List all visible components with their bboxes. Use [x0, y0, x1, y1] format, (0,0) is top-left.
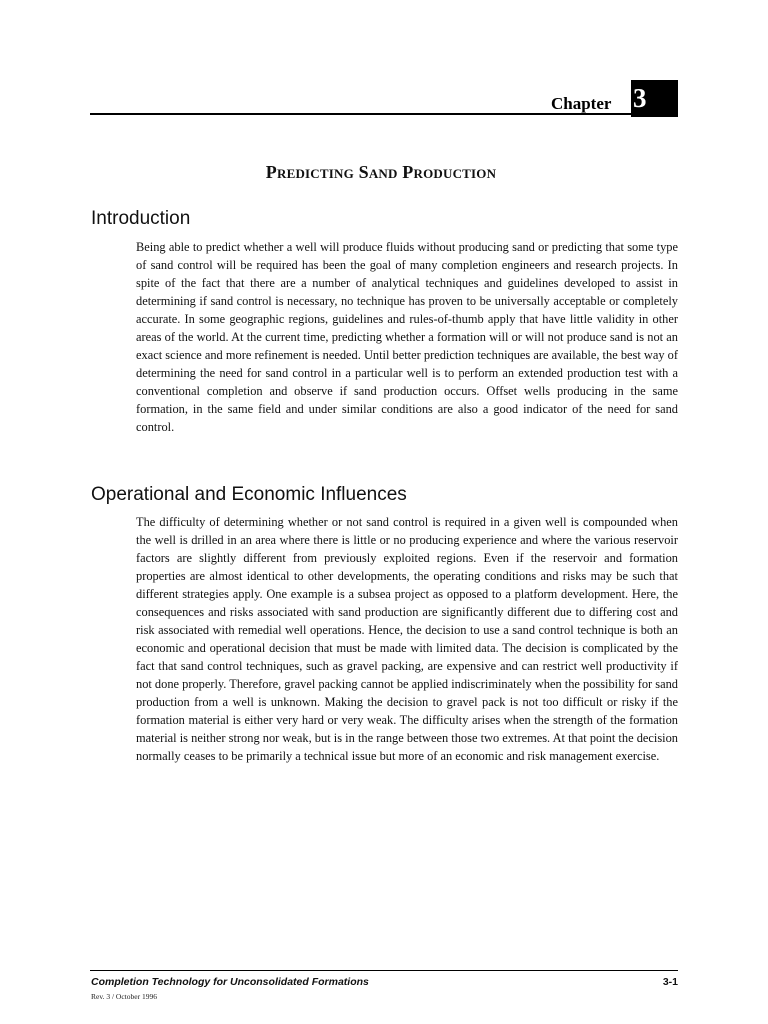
footer-book-title: Completion Technology for Unconsolidated Formations: [91, 976, 369, 988]
page-title: Predicting Sand Production: [265, 162, 497, 183]
footer-divider: [90, 970, 678, 971]
introduction-paragraph: Being able to predict whether a well will produce fluids without producing sand or predicting that some type of sand control will be required has been the goal of many completion engineers and research projects. In spite of the fact that there are a number of analytical techniques and guidelines developed to assist in determining if sand control is necessary, no technique has proven to be universally acceptable or completely accurate. In some geographic regions, guidelines and rules-of-thumb apply that have little validity in other areas of the world. At the current time, predicting whether a formation will or will not produce sand is not an exact science and more refinement is needed. Until better prediction techniques are available, the best way of determining the need for sand control in a particular well is to perform an extended production test with a conventional completion and observe if sand production occurs. Offset wells producing in the same formation, in the same field and under similar conditions are also a good indicator of the need for sand control.: [136, 240, 678, 434]
header-divider: [90, 113, 635, 115]
chapter-number: 3: [631, 80, 678, 117]
footer-page-number: 3-1: [662, 976, 678, 988]
section-heading-operational-economic: Operational and Economic Influences: [91, 484, 407, 505]
operational-economic-paragraph: The difficulty of determining whether or not sand control is required in a given well is compounded when the well is drilled in an area where there is little or no producing experience and where the various reservoir factors are slightly different from previously exploited regions. Even if the reservoir and formation properties are almost identical to other developments, the operating conditions and risks may be such that different strategies apply. One example is a subsea project as opposed to a platform development. Here, the consequences and risks associated with sand production are significantly different due to differing cost and risk associated with remedial well operations. Hence, the decision to use a sand control technique is both an economic and operational decision that must be made with limited data. The decision is complicated by the fact that sand control techniques, such as gravel packing, are expensive and can restrict well productivity if not done properly. Therefore, gravel packing cannot be applied indiscriminately when the possibility for sand production from a well is unknown. Making the decision to gravel pack is not too difficult or risky if the formation material is either very hard or very weak. The difficulty arises when the strength of the formation material is neither strong nor weak, but is in the range between those two extremes. At that point the decision normally ceases to be primarily a technical issue but more of an economic and risk management exercise.: [136, 515, 678, 763]
footer-revision: Rev. 3 / October 1996: [91, 992, 157, 1001]
chapter-label: Chapter: [551, 94, 612, 113]
section-heading-introduction: Introduction: [91, 208, 191, 229]
